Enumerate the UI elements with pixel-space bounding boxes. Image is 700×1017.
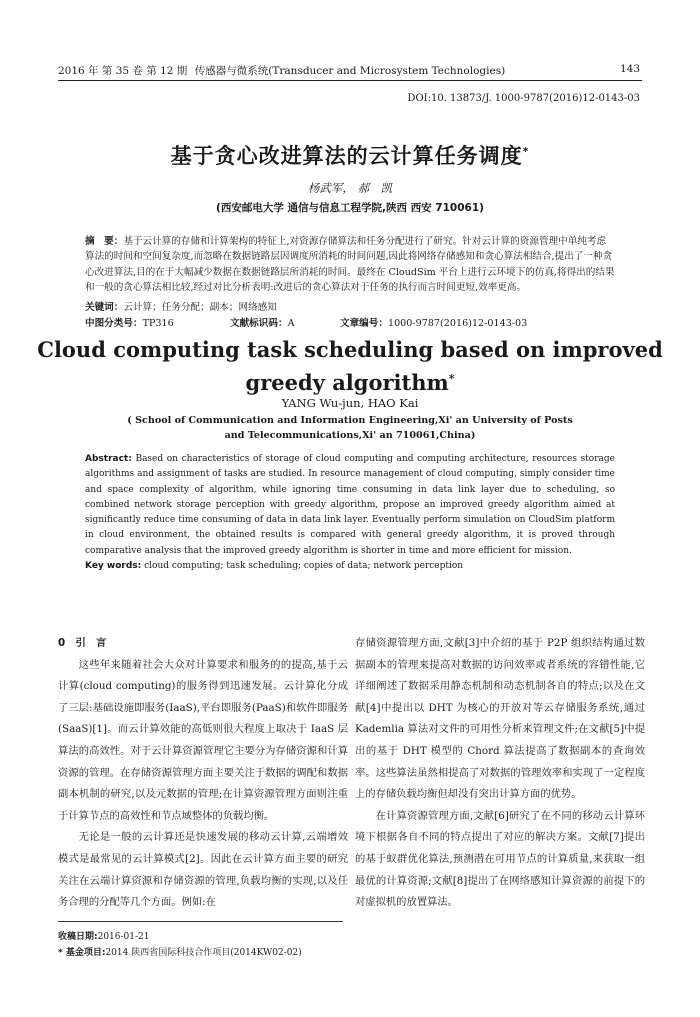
journal-name: 传感器与微系统(Transducer and Microsystem Technologies) [194, 65, 506, 77]
paragraph: 这些年来随着社会大众对计算要求和服务的的提高,基于云计算(cloud computing)的服务得到迅速发展。云计算化分成了三层:基础设施即服务(IaaS),平台即服务(PaaS)和软件即服务(SaaS)[1]。而云计算效能的高低则很大程度上取决于 IaaS 层算法的高效性。对于云计算资源管理它主要分为存储资源和计算资源的管理。在存储资源管理方面主要关注于数据的调配和数据副本机制的研究,以及元数据的管理;在计算资源管理方面则注重于计算节点的高效性和节点域整体的负载均衡。 [58, 658, 348, 822]
doi: DOI:10. 13873/J. 1000-9787(2016)12-0143-03 [407, 93, 640, 104]
footnote-rule [58, 921, 343, 922]
section-heading: 0 引 言 [58, 637, 107, 649]
received-date: 收稿日期:2016-01-21 [58, 932, 150, 942]
cn-title: 基于贪心改进算法的云计算任务调度* [170, 144, 530, 168]
body-right-column [355, 633, 645, 914]
en-keywords-label: Key words: [85, 561, 142, 572]
paragraph: 无论是一般的云计算还是快速发展的移动云计算,云端增效模式是最常见的云计算模式[2]。因此在云计算方面主要的研究关注在云端计算资源和存储资源的管理,负载均衡的实现,以及任务合理的分配等几个方面。例如:在 [58, 831, 348, 909]
en-title: Cloud computing task scheduling based on improved greedy algorithm* [37, 337, 663, 395]
en-authors: YANG Wu-jun, HAO Kai [281, 396, 419, 410]
body-left-column [58, 633, 348, 914]
page-number: 143 [619, 63, 640, 75]
cn-affiliation: (西安邮电大学 通信与信息工程学院,陕西 西安 710061) [216, 202, 484, 214]
en-affiliation: ( School of Communication and Information Engineering,Xi' an University of Posts and Telecommunications,Xi' an 710061,China) [127, 415, 573, 441]
journal-issue: 2016 年 第 35 卷 第 12 期 [58, 65, 188, 77]
paragraph: 存储资源管理方面,文献[3]中介绍的基于 P2P 组织结构通过数据副本的管理来提高对数据的访问效率或者系统的容错性能,它详细阐述了数据采用静态机制和动态机制各自的特点;以及在文献[4]中提出以 DHT 为核心的开放对等云存储服务系统,通过 Kademlia 算法对文件的可用性分析来管理文件;在文献[5]中提出的基于 DHT 模型的 Chord 算法提高了数据副本的查询效率。这些算法虽然相提高了对数据的管理效率和实现了一定程度上的存储负载均衡但却没有突出计算方面的优势。 [355, 637, 645, 801]
header-rule [58, 80, 642, 81]
fund-note: * 基金项目:2014 陕西省国际科技合作项目(2014KW02-02) [58, 948, 302, 958]
cn-abstract: 摘 要：基于云计算的存储和计算架构的特征上,对资源存储算法和任务分配进行了研究。针对云计算的资源管理中单纯考虑算法的时间和空间复杂度,而忽略在数据链路层因调度所消耗的时间问题,因此将网络存储感知和贪心算法相结合,提出了一种贪心改进算法,目的在于大幅减少数据在数据链路层所消耗的时间。最终在 CloudSim 平台上进行云环境下的仿真,将得出的结果和一般的贪心算法相比较,经过对比分析表明:改进后的贪心算法对于任务的执行而言时间更短,效率更高。 [85, 236, 615, 294]
cn-classification: 中图分类号：TP316 文献标识码：A 文章编号：1000-9787(2016)12-0143-03 [85, 318, 528, 329]
paragraph: 在计算资源管理方面,文献[6]研究了在不同的移动云计算环境下根据各自不同的特点提出了对应的解决方案。文献[7]提出的基于蚁群优化算法,预测潜在可用节点的计算质量,来获取一组最优的计算资源;文献[8]提出了在网络感知计算资源的前提下的对虚拟机的放置算法。 [355, 809, 645, 909]
cn-keywords: 关键词：云计算；任务分配；副本；网络感知 [85, 302, 277, 313]
cn-authors: 杨武军， 郝 凯 [307, 181, 393, 195]
en-abstract: Abstract: Based on characteristics of storage of cloud computing and computing architecture, resources storage algorithms and assignment of tasks are studied. In resource management of cloud computing, simply consider time and space complexity of algorithm, while ignoring time consuming in data link layer due to scheduling, so combined network storage perception with greedy algorithm, propose an improved greedy algorithm aimed at significantly reduce time consuming of data in data link layer. Eventually perform simulation on CloudSim platform in cloud environment, the obtained results is compared with general greedy algorithm, it is proved through comparative analysis that the improved greedy algorithm is shorter in time and more efficient for mission. Key words: cloud computing; task scheduling; copies of data; network perception [85, 454, 615, 572]
en-keywords: cloud computing; task scheduling; copies of data; network perception [144, 561, 464, 572]
